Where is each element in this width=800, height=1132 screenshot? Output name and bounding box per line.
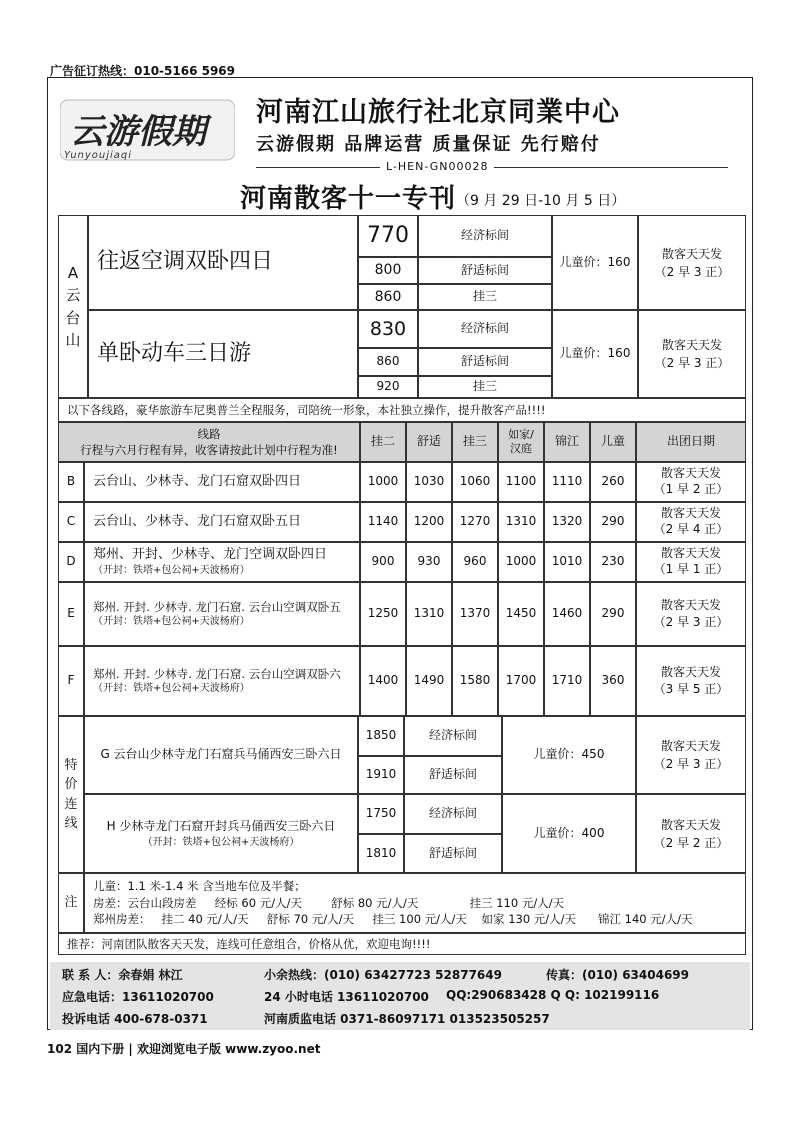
route-a2-type-2: 舒适标间 [418,348,552,376]
departure-text: 散客天天发 [660,546,721,561]
row-route-title: 郑州、开封、少林寺、龙门空调双卧四日 [93,547,328,563]
contact-complaint: 投诉电话 400-678-0371 [62,1012,208,1026]
row-price-guaer: 1140 [360,502,406,542]
contact-24h: 24 小时电话 13611020700 [264,990,429,1004]
recommend-line: 推荐：河南团队散客天天发，连线可任意组合，价格从优，欢迎电询!!!! [58,933,746,955]
row-departure [636,582,746,646]
row-id: F [58,646,84,716]
row-departure [636,502,746,542]
departure-text: 散客天天发 [661,338,722,352]
route-a2-price-3: 920 [358,376,418,398]
col-header-guasan: 挂三 [452,422,498,462]
route-a1-price-3: 860 [358,284,418,310]
row-route-note: （开封：铁塔+包公祠+天波杨府） [93,615,250,627]
row-price-rujia: 1700 [498,646,544,716]
departure-meals: （2 早 3 正） [653,615,729,629]
departure-meals: （2 早 3 正） [654,264,730,279]
col-header-jinjiang: 锦江 [544,422,590,462]
row-route: 云台山、少林寺、龙门石窟双卧五日 [84,502,360,542]
departure-meals: （2 早 2 正） [653,835,729,850]
departure-text: 散客天天发 [660,665,721,680]
departure-text: 散客天天发 [660,506,721,521]
special-h-note: （开封：铁塔+包公祠+天波杨府） [142,837,300,848]
row-departure [636,462,746,502]
row-route-title: 郑州. 开封. 少林寺. 龙门石窟. 云台山空调双卧六 [93,667,341,682]
route-a1-price-1: 770 [358,215,418,257]
special-g-type-2: 舒适标间 [404,756,502,794]
route-a2-departure [638,310,746,398]
special-label: 特 价 连 线 [58,716,84,873]
route-a1-child-price: 儿童价：160 [552,215,638,310]
special-g-type-1: 经济标间 [404,716,502,756]
row-price-child: 230 [590,542,636,582]
special-h-type-1: 经济标间 [404,794,502,834]
row-price-child: 290 [590,582,636,646]
route-a2-child-price: 儿童价：160 [552,310,638,398]
special-g-route: G 云台山少林寺龙门石窟兵马俑西安三卧六日 [84,716,358,794]
col-header-guaer: 挂二 [360,422,406,462]
slogan: 云游假期 品牌运营 质量保证 先行赔付 [256,134,601,155]
row-price-guasan: 1270 [452,502,498,542]
row-price-child: 290 [590,502,636,542]
route-a1-type-3: 挂三 [418,284,552,310]
departure-text: 散客天天发 [661,246,722,261]
row-price-shushi: 1490 [406,646,452,716]
special-h-route [84,794,358,873]
departure-text: 散客天天发 [660,817,721,832]
contact-xiaoyu-hotline: 小余热线：(010) 63427723 52877649 [264,968,502,982]
row-departure [636,542,746,582]
row-price-rujia: 1100 [498,462,544,502]
departure-text: 散客天天发 [660,598,721,613]
row-id: E [58,582,84,646]
route-a2-price-2: 860 [358,348,418,376]
contact-qq: QQ:290683428 Q Q: 102199116 [446,988,660,1002]
row-price-child: 360 [590,646,636,716]
route-header-title: 线路 [197,426,221,441]
special-h-price-2: 1810 [358,834,404,873]
contact-person: 联 系 人：余春娟 林江 [62,968,183,982]
contact-fax: 传真：(010) 63404699 [546,968,689,982]
row-price-guasan: 960 [452,542,498,582]
col-header-departure: 出团日期 [636,422,746,462]
special-g-price-2: 1910 [358,756,404,794]
route-a2-type-3: 挂三 [418,376,552,398]
row-price-jinjiang: 1110 [544,462,590,502]
route-header [58,422,360,462]
title-dates: （9 月 29 日-10 月 5 日） [456,193,626,209]
route-a2-name: 单卧动车三日游 [88,310,358,398]
row-route [84,542,360,582]
row-price-guaer: 1400 [360,646,406,716]
contact-quality: 河南质监电话 0371-86097171 013523505257 [264,1012,550,1026]
row-id: B [58,462,84,502]
departure-meals: （1 早 1 正） [653,562,729,576]
departure-text: 散客天天发 [660,739,721,753]
route-a1-type-1: 经济标间 [418,215,552,257]
row-route-note: （开封：铁塔+包公祠+天波杨府） [93,564,250,576]
row-id: D [58,542,84,582]
row-departure [636,646,746,716]
row-route-note: （开封：铁塔+包公祠+天波杨府） [93,682,250,694]
row-price-guaer: 900 [360,542,406,582]
ad-hotline: 广告征订热线：010-5166 5969 [50,64,236,78]
row-price-jinjiang: 1320 [544,502,590,542]
notes-content [84,873,746,933]
page-footer: 102 国内下册 | 欢迎浏览电子版 www.zyoo.net [47,1042,321,1056]
notes-line-zhengzhou-diff: 郑州房差： 挂二 40 元/人/天 舒标 70 元/人/天 挂三 100 元/人/天 如家 130 元/人/天 锦江 140 元/人/天 [93,912,693,927]
route-a1-price-2: 800 [358,257,418,284]
special-g-price-1: 1850 [358,716,404,756]
license-number: L-HEN-GN00028 [380,160,494,173]
departure-meals: （3 早 5 正） [653,682,729,696]
departure-meals: （1 早 2 正） [653,482,729,496]
notes-line-room-diff: 房差：云台山段房差 经标 60 元/人/天 舒标 80 元/人/天 挂三 110 元/人/天 [93,895,565,910]
row-price-rujia: 1000 [498,542,544,582]
row-price-jinjiang: 1460 [544,582,590,646]
route-a1-type-2: 舒适标间 [418,257,552,284]
contact-box [50,962,750,1030]
departure-meals: （2 早 3 正） [653,757,729,771]
col-header-shushi: 舒适 [406,422,452,462]
logo-subtitle: Yunyoujiaqi [64,150,133,161]
route-a1-name: 往返空调双卧四日 [88,215,358,310]
row-price-child: 260 [590,462,636,502]
row-price-guasan: 1370 [452,582,498,646]
row-price-shushi: 930 [406,542,452,582]
logo-text: 云游假期 [70,112,206,152]
col-header-child: 儿童 [590,422,636,462]
departure-text: 散客天天发 [660,466,721,481]
service-banner: 以下各线路，豪华旅游车尼奥普兰全程服务，司陪统一形象，本社独立操作，提升散客产品!!!! [58,398,746,422]
notes-line-children: 儿童：1.1 米-1.4 米 含当地车位及半餐； [93,878,306,893]
col-header-rujia: 如家/汉庭 [498,422,544,462]
notes-label: 注 [58,873,84,933]
special-h-child-price: 儿童价：400 [502,794,636,873]
section-a-label: A 云 台 山 [58,215,88,398]
special-g-departure [636,716,746,794]
row-route-title: 郑州. 开封. 少林寺. 龙门石窟. 云台山空调双卧五 [93,600,341,615]
row-price-rujia: 1310 [498,502,544,542]
row-price-guasan: 1580 [452,646,498,716]
departure-meals: （2 早 3 正） [654,356,730,370]
special-h-title: H 少林寺龙门石窟开封兵马俑西安三卧六日 [106,819,336,833]
special-h-type-2: 舒适标间 [404,834,502,873]
row-price-shushi: 1030 [406,462,452,502]
row-price-shushi: 1310 [406,582,452,646]
company-name: 河南江山旅行社北京同業中心 [256,97,620,128]
special-g-child-price: 儿童价：450 [502,716,636,794]
row-price-jinjiang: 1710 [544,646,590,716]
row-price-guaer: 1000 [360,462,406,502]
page-title: 河南散客十一专刊 [240,184,457,214]
special-h-price-1: 1750 [358,794,404,834]
route-header-note: 行程与六月行程有异，收客请按此计划中行程为准! [80,443,338,457]
contact-emergency: 应急电话：13611020700 [62,990,214,1004]
row-price-jinjiang: 1010 [544,542,590,582]
row-price-rujia: 1450 [498,582,544,646]
row-route [84,646,360,716]
row-price-shushi: 1200 [406,502,452,542]
row-route: 云台山、少林寺、龙门石窟双卧四日 [84,462,360,502]
route-a2-type-1: 经济标间 [418,310,552,348]
row-id: C [58,502,84,542]
departure-meals: （2 早 4 正） [653,522,729,536]
route-a1-departure [638,215,746,310]
route-a2-price-1: 830 [358,310,418,348]
special-h-departure [636,794,746,873]
row-price-guasan: 1060 [452,462,498,502]
row-price-guaer: 1250 [360,582,406,646]
row-route [84,582,360,646]
